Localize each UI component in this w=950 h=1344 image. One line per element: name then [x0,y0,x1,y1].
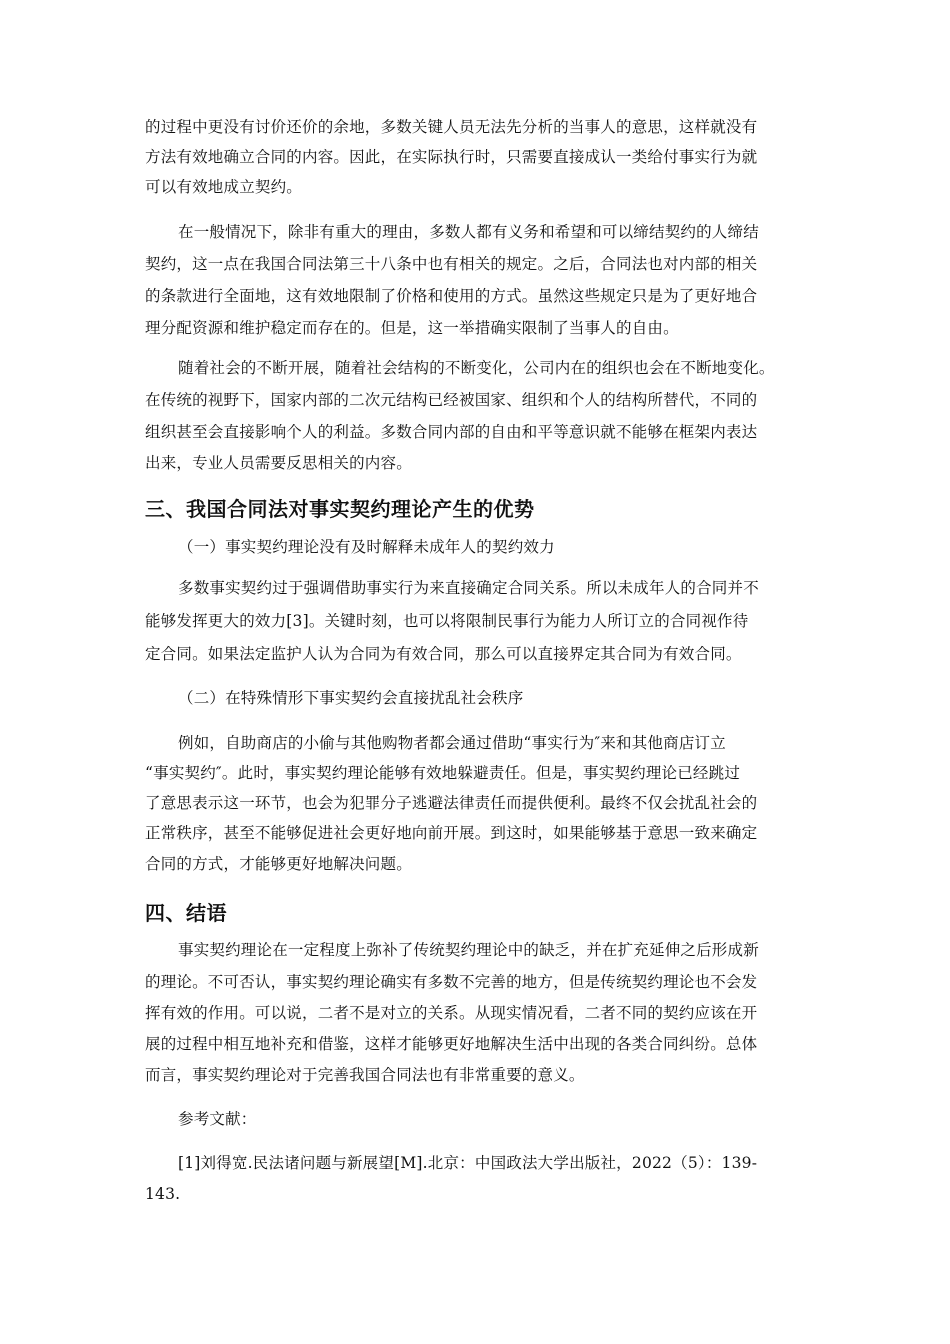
paragraph-line: 组织甚至会直接影响个人的利益。多数合同内部的自由和平等意识就不能够在框架内表达 [145,423,758,441]
subsection-heading: （二）在特殊情形下事实契约会直接扰乱社会秩序 [178,689,524,707]
paragraph-line: 契约，这一点在我国合同法第三十八条中也有相关的规定。之后，合同法也对内部的相关 [145,255,758,273]
paragraph-line: 可以有效地成立契约。 [145,178,303,196]
paragraph-line: 合同的方式，才能够更好地解决问题。 [145,855,412,873]
paragraph-line: 展的过程中相互地补充和借鉴，这样才能够更好地解决生活中出现的各类合同纠纷。总体 [145,1035,758,1053]
paragraph-line: 能够发挥更大的效力[3]。关键时刻，也可以将限制民事行为能力人所订立的合同视作待 [145,612,749,630]
paragraph-line: 挥有效的作用。可以说，二者不是对立的关系。从现实情况看，二者不同的契约应该在开 [145,1004,758,1022]
subsection-heading: （一）事实契约理论没有及时解释未成年人的契约效力 [178,538,555,556]
references-title: 参考文献： [178,1110,257,1128]
section-heading: 三、我国合同法对事实契约理论产生的优势 [145,497,535,521]
paragraph-line: 出来，专业人员需要反思相关的内容。 [145,454,412,472]
reference-item: 143. [145,1185,181,1203]
paragraph-line: 在传统的视野下，国家内部的二次元结构已经被国家、组织和个人的结构所替代，不同的 [145,391,758,409]
paragraph-line: “事实契约″。此时，事实契约理论能够有效地躲避责任。但是，事实契约理论已经跳过 [145,764,741,782]
paragraph-line: 事实契约理论在一定程度上弥补了传统契约理论中的缺乏，并在扩充延伸之后形成新 [178,941,759,959]
paragraph-line: 的过程中更没有讨价还价的余地，多数关键人员无法先分析的当事人的意思，这样就没有 [145,118,758,136]
paragraph-line: 定合同。如果法定监护人认为合同为有效合同，那么可以直接界定其合同为有效合同。 [145,645,742,663]
paragraph-line: 了意思表示这一环节，也会为犯罪分子逃避法律责任而提供便利。最终不仅会扰乱社会的 [145,794,758,812]
paragraph-line: 随着社会的不断开展，随着社会结构的不断变化，公司内在的组织也会在不断地变化。 [178,359,775,377]
paragraph-line: 在一般情况下，除非有重大的理由，多数人都有义务和希望和可以缔结契约的人缔结 [178,223,759,241]
paragraph-line: 而言，事实契约理论对于完善我国合同法也有非常重要的意义。 [145,1066,585,1084]
paragraph-line: 理分配资源和维护稳定而存在的。但是，这一举措确实限制了当事人的自由。 [145,319,679,337]
paragraph-line: 多数事实契约过于强调借助事实行为来直接确定合同关系。所以未成年人的合同并不 [178,579,759,597]
paragraph-line: 的条款进行全面地，这有效地限制了价格和使用的方式。虽然这些规定只是为了更好地合 [145,287,758,305]
paragraph-line: 正常秩序，甚至不能够促进社会更好地向前开展。到这时，如果能够基于意思一致来确定 [145,824,758,842]
reference-item: [1]刘得宽.民法诸问题与新展望[M].北京：中国政法大学出版社，2022（5）：139- [178,1154,758,1172]
paragraph-line: 例如，自助商店的小偷与其他购物者都会通过借助“事实行为″来和其他商店订立 [178,734,726,752]
section-heading: 四、结语 [145,901,227,925]
paragraph-line: 的理论。不可否认，事实契约理论确实有多数不完善的地方，但是传统契约理论也不会发 [145,973,758,991]
paragraph-line: 方法有效地确立合同的内容。因此，在实际执行时，只需要直接成认一类给付事实行为就 [145,148,758,166]
